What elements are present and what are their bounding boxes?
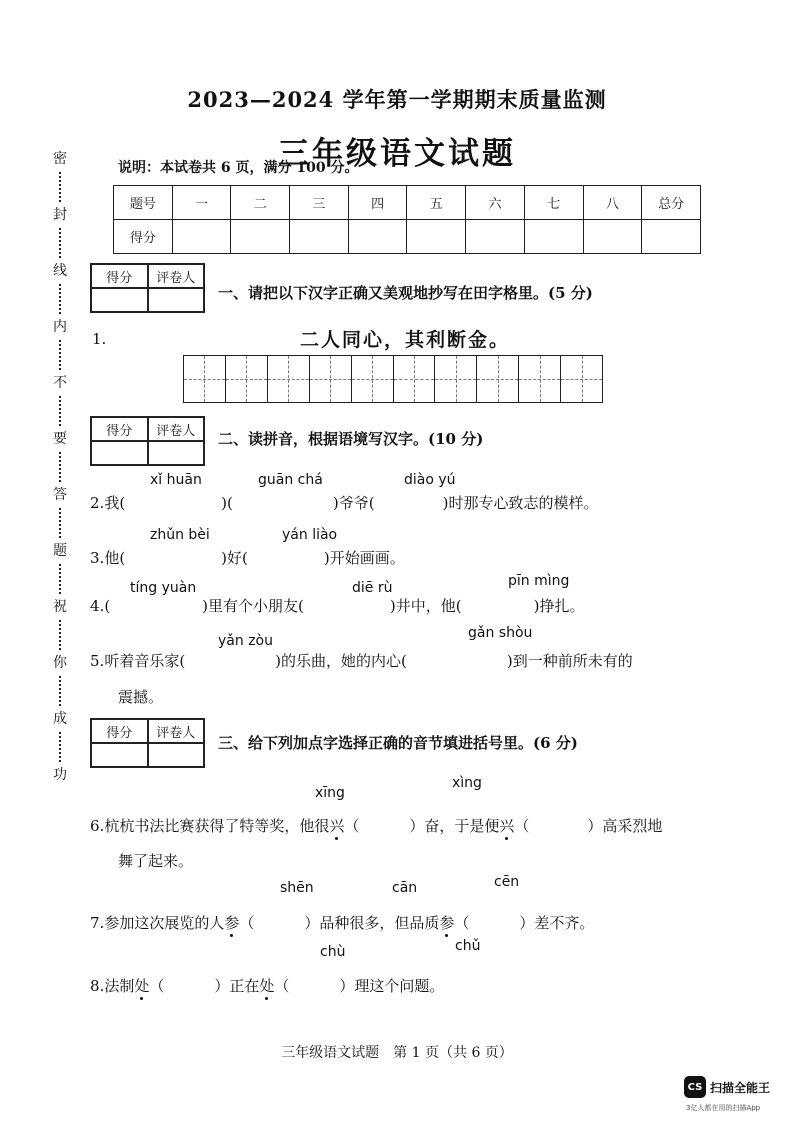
seal-dotted-line <box>59 620 61 650</box>
score-cell[interactable] <box>172 220 231 254</box>
question-number: 7. <box>90 914 105 932</box>
tianzige-cell[interactable] <box>477 356 519 402</box>
question-3 <box>90 547 405 568</box>
seal-char: 线 <box>53 263 67 279</box>
question-text: )井中，他( <box>389 597 462 615</box>
dotted-char: 参 <box>439 914 455 932</box>
score-table-score-row <box>114 220 701 254</box>
score-cell[interactable] <box>231 220 290 254</box>
tianzige-cell[interactable] <box>310 356 352 402</box>
binding-margin <box>48 150 72 784</box>
scanner-watermark <box>684 1076 770 1098</box>
exam-period-title: 2023—2024 学年第一学期期末质量监测 <box>187 87 607 112</box>
question-text: （ <box>514 817 530 835</box>
grader-box <box>90 416 205 466</box>
score-table-header-row <box>114 186 701 220</box>
score-cell[interactable] <box>583 220 642 254</box>
grader-box-score-label: 得分 <box>91 264 148 288</box>
score-header-cell: 总分 <box>642 186 701 220</box>
pinyin: chù <box>320 944 346 960</box>
question-text: )挣扎。 <box>533 597 585 615</box>
question-text: ）高采烈地 <box>587 817 663 835</box>
seal-dotted-line <box>59 396 61 426</box>
question-5-line-2: 震撼。 <box>118 688 164 706</box>
seal-dotted-line <box>59 676 61 706</box>
pinyin: shēn <box>280 880 314 896</box>
question-text: )时那专心致志的模样。 <box>442 494 599 512</box>
score-header-cell: 一 <box>172 186 231 220</box>
question-number: 2. <box>90 494 105 512</box>
score-row-label: 得分 <box>114 220 173 254</box>
score-table <box>113 185 701 254</box>
score-header-cell: 五 <box>407 186 466 220</box>
dotted-char: 处 <box>134 977 150 995</box>
section-3-title: 三、给下列加点字选择正确的音节填进括号里。(6 分) <box>218 734 578 752</box>
grader-box-grader-cell[interactable] <box>148 441 205 465</box>
question-text: 他( <box>104 549 126 567</box>
pinyin: xǐ huān <box>150 472 202 488</box>
seal-dotted-line <box>59 340 61 370</box>
question-text: )的乐曲，她的内心( <box>275 652 407 670</box>
question-8 <box>90 975 444 996</box>
question-text: )( <box>221 494 233 512</box>
question-number: 5. <box>90 652 105 670</box>
question-text: )开始画画。 <box>323 549 405 567</box>
seal-char: 答 <box>53 487 67 503</box>
question-text: （ <box>274 977 290 995</box>
grader-box-grader-cell[interactable] <box>148 743 205 767</box>
question-text: ）奋，于是便 <box>409 817 500 835</box>
tianzige-cell[interactable] <box>226 356 268 402</box>
question-text: 我( <box>104 494 126 512</box>
score-cell[interactable] <box>524 220 583 254</box>
seal-char: 封 <box>53 207 67 223</box>
seal-dotted-line <box>59 172 61 202</box>
exam-subject-title: 三年级语文试题 <box>278 136 516 172</box>
seal-dotted-line <box>59 284 61 314</box>
question-text: （ <box>344 817 360 835</box>
grader-box-score-cell[interactable] <box>91 288 148 312</box>
pinyin: pīn mìng <box>508 573 570 589</box>
seal-dotted-line <box>59 508 61 538</box>
scanner-app-name: 扫描全能王 <box>710 1080 771 1095</box>
grader-box-grader-label: 评卷人 <box>148 719 205 743</box>
seal-char: 成 <box>53 711 67 727</box>
grader-box <box>90 263 205 313</box>
score-header-cell: 七 <box>524 186 583 220</box>
question-text: )里有个小朋友( <box>202 597 304 615</box>
question-6-line-2: 舞了起来。 <box>118 852 194 870</box>
seal-char: 内 <box>53 319 67 335</box>
tianzige-cell[interactable] <box>352 356 394 402</box>
score-header-cell: 四 <box>348 186 407 220</box>
grader-box-score-label: 得分 <box>91 719 148 743</box>
question-text: )爷爷( <box>332 494 375 512</box>
tianzige-grid[interactable] <box>183 355 603 403</box>
pinyin: cēn <box>494 874 520 890</box>
question-7 <box>90 912 594 933</box>
score-header-cell: 三 <box>290 186 349 220</box>
pinyin: xīng <box>315 785 345 801</box>
pinyin: cān <box>392 880 418 896</box>
grader-box-grader-label: 评卷人 <box>148 264 205 288</box>
grader-box-score-cell[interactable] <box>91 743 148 767</box>
seal-char: 你 <box>53 655 67 671</box>
score-cell[interactable] <box>407 220 466 254</box>
score-cell[interactable] <box>642 220 701 254</box>
tianzige-cell[interactable] <box>561 356 602 402</box>
copy-model-text: 二人同心，其利断金。 <box>300 329 511 351</box>
seal-char: 不 <box>53 375 67 391</box>
dotted-char: 兴 <box>499 817 515 835</box>
score-cell[interactable] <box>348 220 407 254</box>
score-header-cell: 题号 <box>114 186 173 220</box>
scanner-logo-icon: CS <box>684 1076 706 1098</box>
question-number: 3. <box>90 549 105 567</box>
score-header-cell: 二 <box>231 186 290 220</box>
tianzige-cell[interactable] <box>394 356 436 402</box>
tianzige-cell[interactable] <box>519 356 561 402</box>
pinyin: diē rù <box>352 580 393 596</box>
seal-char: 要 <box>53 431 67 447</box>
score-header-cell: 六 <box>466 186 525 220</box>
pinyin: chǔ <box>455 938 481 954</box>
question-text: 听着音乐家( <box>104 652 186 670</box>
pinyin: gǎn shòu <box>468 625 533 641</box>
question-2 <box>90 492 598 513</box>
seal-char: 功 <box>53 767 67 783</box>
seal-char: 题 <box>53 543 67 559</box>
dotted-char: 处 <box>259 977 275 995</box>
question-1-number: 1. <box>92 330 107 348</box>
grader-box-grader-label: 评卷人 <box>148 417 205 441</box>
question-text: ）品种很多，但品质 <box>304 914 440 932</box>
question-number: 4. <box>90 597 105 615</box>
question-text: ）正在 <box>214 977 260 995</box>
question-text: （ <box>149 977 165 995</box>
question-4 <box>90 595 584 616</box>
pinyin: tíng yuàn <box>130 580 197 596</box>
section-2-title: 二、读拼音，根据语境写汉字。(10 分) <box>218 430 484 448</box>
question-6 <box>90 815 662 836</box>
question-text: 杭杭书法比赛获得了特等奖，他很 <box>104 817 330 835</box>
question-text: 法制 <box>104 977 135 995</box>
exam-note: 说明：本试卷共 6 页，满分 100 分。 <box>118 160 359 176</box>
dotted-char: 参 <box>224 914 240 932</box>
question-number: 6. <box>90 817 105 835</box>
question-5 <box>90 650 633 671</box>
section-1-title: 一、请把以下汉字正确又美观地抄写在田字格里。(5 分) <box>218 284 593 302</box>
grader-box-score-cell[interactable] <box>91 441 148 465</box>
question-text: （ <box>454 914 470 932</box>
question-text: ）理这个问题。 <box>339 977 445 995</box>
question-text: ( <box>104 597 111 615</box>
score-cell[interactable] <box>466 220 525 254</box>
pinyin: guān chá <box>258 472 323 488</box>
pinyin: xìng <box>452 775 482 791</box>
pinyin: diào yú <box>404 472 456 488</box>
pinyin: zhǔn bèi <box>150 527 210 543</box>
question-text: )好( <box>221 549 248 567</box>
question-text: 参加这次展览的人 <box>104 914 225 932</box>
score-header-cell: 八 <box>583 186 642 220</box>
seal-dotted-line <box>59 452 61 482</box>
question-number: 8. <box>90 977 105 995</box>
grader-box-grader-cell[interactable] <box>148 288 205 312</box>
seal-dotted-line <box>59 732 61 762</box>
tianzige-cell[interactable] <box>435 356 477 402</box>
pinyin: yǎn zòu <box>218 633 273 649</box>
question-text: ）差不齐。 <box>519 914 595 932</box>
pinyin: yán liào <box>282 527 338 543</box>
question-text: （ <box>239 914 255 932</box>
scanner-tagline: 3亿人都在用的扫描App <box>686 1104 761 1112</box>
question-text: )到一种前所未有的 <box>506 652 633 670</box>
score-cell[interactable] <box>290 220 349 254</box>
seal-dotted-line <box>59 564 61 594</box>
tianzige-cell[interactable] <box>184 356 226 402</box>
dotted-char: 兴 <box>329 817 345 835</box>
page-footer: 三年级语文试题 第 1 页（共 6 页） <box>281 1045 513 1061</box>
seal-char: 祝 <box>53 599 67 615</box>
tianzige-cell[interactable] <box>268 356 310 402</box>
seal-dotted-line <box>59 228 61 258</box>
grader-box <box>90 718 205 768</box>
seal-char: 密 <box>53 151 67 167</box>
grader-box-score-label: 得分 <box>91 417 148 441</box>
